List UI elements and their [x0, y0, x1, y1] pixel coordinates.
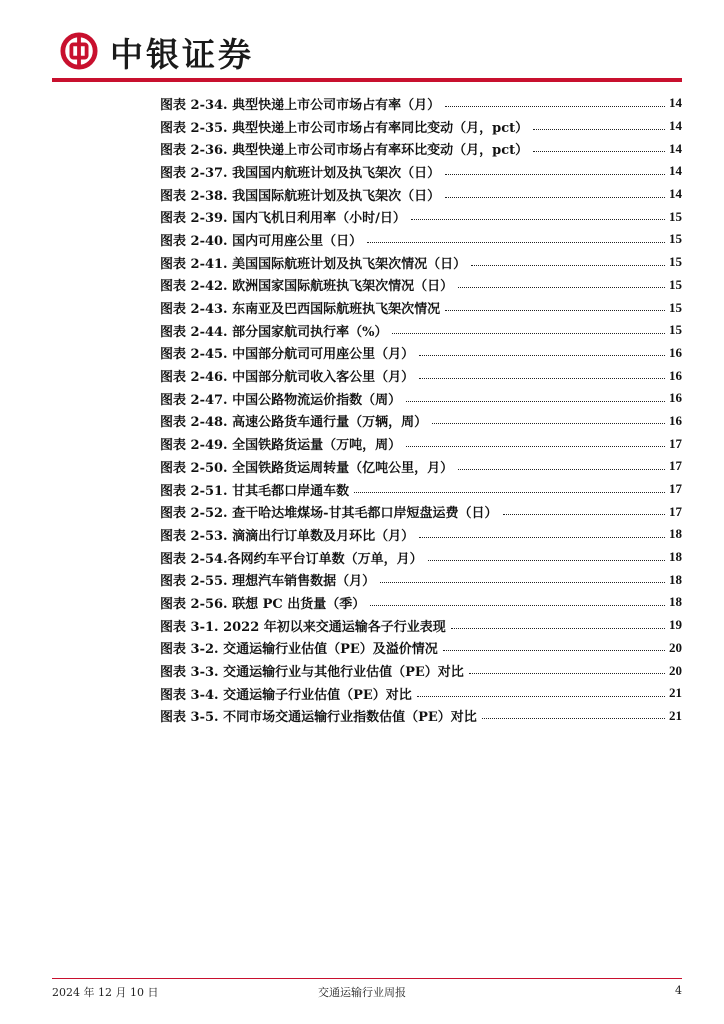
toc-entry-page: 18 — [669, 526, 682, 542]
toc-dot-leader — [406, 401, 665, 402]
toc-entry-title: 图表 2-49. 全国铁路货运量（万吨，周） — [160, 438, 402, 454]
toc-entry-page: 14 — [669, 163, 682, 179]
toc-entry[interactable] — [160, 614, 682, 637]
toc-entry[interactable] — [160, 478, 682, 501]
toc-entry[interactable] — [160, 523, 682, 546]
toc-entry-page: 15 — [669, 276, 682, 292]
toc-entry-page: 18 — [669, 594, 682, 610]
toc-entry-page: 16 — [669, 412, 682, 428]
toc-dot-leader — [411, 219, 665, 220]
toc-entry-page: 18 — [669, 549, 682, 565]
toc-entry[interactable] — [160, 274, 682, 297]
toc-dot-leader — [445, 174, 665, 175]
toc-dot-leader — [406, 446, 665, 447]
toc-dot-leader — [445, 310, 665, 311]
toc-entry-title: 图表 2-38. 我国国际航班计划及执飞架次（日） — [160, 188, 441, 204]
toc-entry[interactable] — [160, 546, 682, 569]
toc-entry-title: 图表 2-54.各网约车平台订单数（万单，月） — [160, 551, 423, 567]
toc-entry-page: 18 — [669, 571, 682, 587]
toc-dot-leader — [445, 197, 665, 198]
toc-entry[interactable] — [160, 500, 682, 523]
toc-entry[interactable] — [160, 319, 682, 342]
toc-entry-page: 15 — [669, 231, 682, 247]
toc-entry-title: 图表 2-44. 部分国家航司执行率（%） — [160, 324, 388, 340]
toc-entry[interactable] — [160, 205, 682, 228]
page-header — [52, 28, 682, 74]
toc-entry-page: 14 — [669, 118, 682, 134]
header-divider — [52, 78, 682, 82]
toc-entry-page: 14 — [669, 95, 682, 111]
toc-entry[interactable] — [160, 296, 682, 319]
toc-dot-leader — [443, 650, 665, 651]
toc-entry[interactable] — [160, 160, 682, 183]
toc-entry-title: 图表 3-1. 2022 年初以来交通运输各子行业表现 — [160, 619, 446, 635]
footer-page-number: 4 — [675, 984, 682, 997]
toc-entry[interactable] — [160, 251, 682, 274]
brand-name: 中银证券 — [110, 35, 254, 74]
toc-entry-title: 图表 2-53. 滴滴出行订单数及月环比（月） — [160, 528, 415, 544]
footer-report-name: 交通运输行业周报 — [318, 986, 406, 999]
toc-dot-leader — [370, 605, 665, 606]
toc-dot-leader — [451, 628, 665, 629]
toc-entry-page: 15 — [669, 299, 682, 315]
toc-dot-leader — [417, 696, 665, 697]
toc-entry-title: 图表 2-35. 典型快递上市公司市场占有率同比变动（月，pct） — [160, 120, 529, 136]
toc-entry[interactable] — [160, 228, 682, 251]
toc-dot-leader — [428, 560, 665, 561]
toc-dot-leader — [471, 265, 665, 266]
toc-entry[interactable] — [160, 410, 682, 433]
toc-entry[interactable] — [160, 455, 682, 478]
table-of-figures — [160, 92, 682, 727]
toc-entry-page: 17 — [669, 435, 682, 451]
toc-entry-page: 15 — [669, 208, 682, 224]
toc-entry-page: 15 — [669, 254, 682, 270]
toc-entry-page: 20 — [669, 639, 682, 655]
toc-entry-title: 图表 2-48. 高速公路货车通行量（万辆，周） — [160, 415, 428, 431]
toc-entry[interactable] — [160, 432, 682, 455]
toc-entry-title: 图表 2-41. 美国国际航班计划及执飞架次情况（日） — [160, 256, 467, 272]
toc-entry[interactable] — [160, 137, 682, 160]
toc-dot-leader — [354, 492, 665, 493]
toc-dot-leader — [458, 287, 665, 288]
toc-entry-title: 图表 3-4. 交通运输子行业估值（PE）对比 — [160, 687, 412, 703]
toc-dot-leader — [503, 514, 665, 515]
toc-entry-page: 16 — [669, 344, 682, 360]
toc-entry-title: 图表 2-47. 中国公路物流运价指数（周） — [160, 392, 402, 408]
toc-entry-title: 图表 2-36. 典型快递上市公司市场占有率环比变动（月，pct） — [160, 143, 529, 159]
toc-entry-page: 17 — [669, 458, 682, 474]
toc-dot-leader — [367, 242, 665, 243]
toc-entry[interactable] — [160, 682, 682, 705]
toc-entry-title: 图表 2-45. 中国部分航司可用座公里（月） — [160, 347, 415, 363]
toc-entry-title: 图表 2-52. 查干哈达堆煤场-甘其毛都口岸短盘运费（日） — [160, 506, 498, 522]
toc-entry-page: 17 — [669, 503, 682, 519]
toc-dot-leader — [432, 423, 665, 424]
toc-entry-page: 14 — [669, 186, 682, 202]
toc-entry-page: 16 — [669, 390, 682, 406]
toc-entry[interactable] — [160, 637, 682, 660]
toc-dot-leader — [380, 582, 665, 583]
toc-dot-leader — [392, 333, 665, 334]
toc-entry-title: 图表 2-43. 东南亚及巴西国际航班执飞架次情况 — [160, 302, 441, 318]
toc-entry-page: 17 — [669, 481, 682, 497]
toc-entry[interactable] — [160, 183, 682, 206]
footer-divider — [52, 978, 682, 979]
toc-entry-title: 图表 2-40. 国内可用座公里（日） — [160, 233, 363, 249]
toc-entry[interactable] — [160, 92, 682, 115]
toc-entry-title: 图表 2-39. 国内飞机日利用率（小时/日） — [160, 211, 406, 227]
toc-dot-leader — [458, 469, 665, 470]
toc-dot-leader — [419, 537, 665, 538]
toc-entry-title: 图表 2-50. 全国铁路货运周转量（亿吨公里，月） — [160, 460, 454, 476]
toc-entry-title: 图表 2-46. 中国部分航司收入客公里（月） — [160, 370, 415, 386]
toc-entry-title: 图表 2-51. 甘其毛都口岸通车数 — [160, 483, 350, 499]
toc-entry-page: 16 — [669, 367, 682, 383]
toc-entry-page: 21 — [669, 707, 682, 723]
toc-entry-page: 21 — [669, 685, 682, 701]
toc-entry[interactable] — [160, 342, 682, 365]
toc-entry-title: 图表 2-55. 理想汽车销售数据（月） — [160, 574, 376, 590]
bank-of-china-logo-icon — [60, 32, 98, 70]
toc-entry[interactable] — [160, 568, 682, 591]
toc-entry-page: 14 — [669, 140, 682, 156]
toc-entry[interactable] — [160, 705, 682, 728]
toc-entry[interactable] — [160, 591, 682, 614]
toc-entry-title: 图表 3-5. 不同市场交通运输行业指数估值（PE）对比 — [160, 710, 477, 726]
toc-dot-leader — [419, 378, 665, 379]
footer-date: 2024 年 12 月 10 日 — [52, 986, 159, 999]
toc-entry-title: 图表 2-42. 欧洲国家国际航班执飞架次情况（日） — [160, 279, 454, 295]
toc-entry-title: 图表 3-2. 交通运输行业估值（PE）及溢价情况 — [160, 642, 438, 658]
toc-entry-title: 图表 2-56. 联想 PC 出货量（季） — [160, 596, 366, 612]
toc-entry[interactable] — [160, 387, 682, 410]
toc-entry[interactable] — [160, 659, 682, 682]
toc-dot-leader — [445, 106, 665, 107]
toc-dot-leader — [533, 151, 665, 152]
toc-entry-page: 20 — [669, 662, 682, 678]
toc-dot-leader — [419, 355, 665, 356]
toc-dot-leader — [469, 673, 665, 674]
toc-entry-page: 19 — [669, 617, 682, 633]
toc-entry[interactable] — [160, 364, 682, 387]
toc-dot-leader — [482, 718, 665, 719]
toc-entry-page: 15 — [669, 322, 682, 338]
toc-entry-title: 图表 2-37. 我国国内航班计划及执飞架次（日） — [160, 165, 441, 181]
toc-entry-title: 图表 2-34. 典型快递上市公司市场占有率（月） — [160, 97, 441, 113]
toc-entry[interactable] — [160, 115, 682, 138]
toc-entry-title: 图表 3-3. 交通运输行业与其他行业估值（PE）对比 — [160, 665, 464, 681]
toc-dot-leader — [533, 129, 665, 130]
